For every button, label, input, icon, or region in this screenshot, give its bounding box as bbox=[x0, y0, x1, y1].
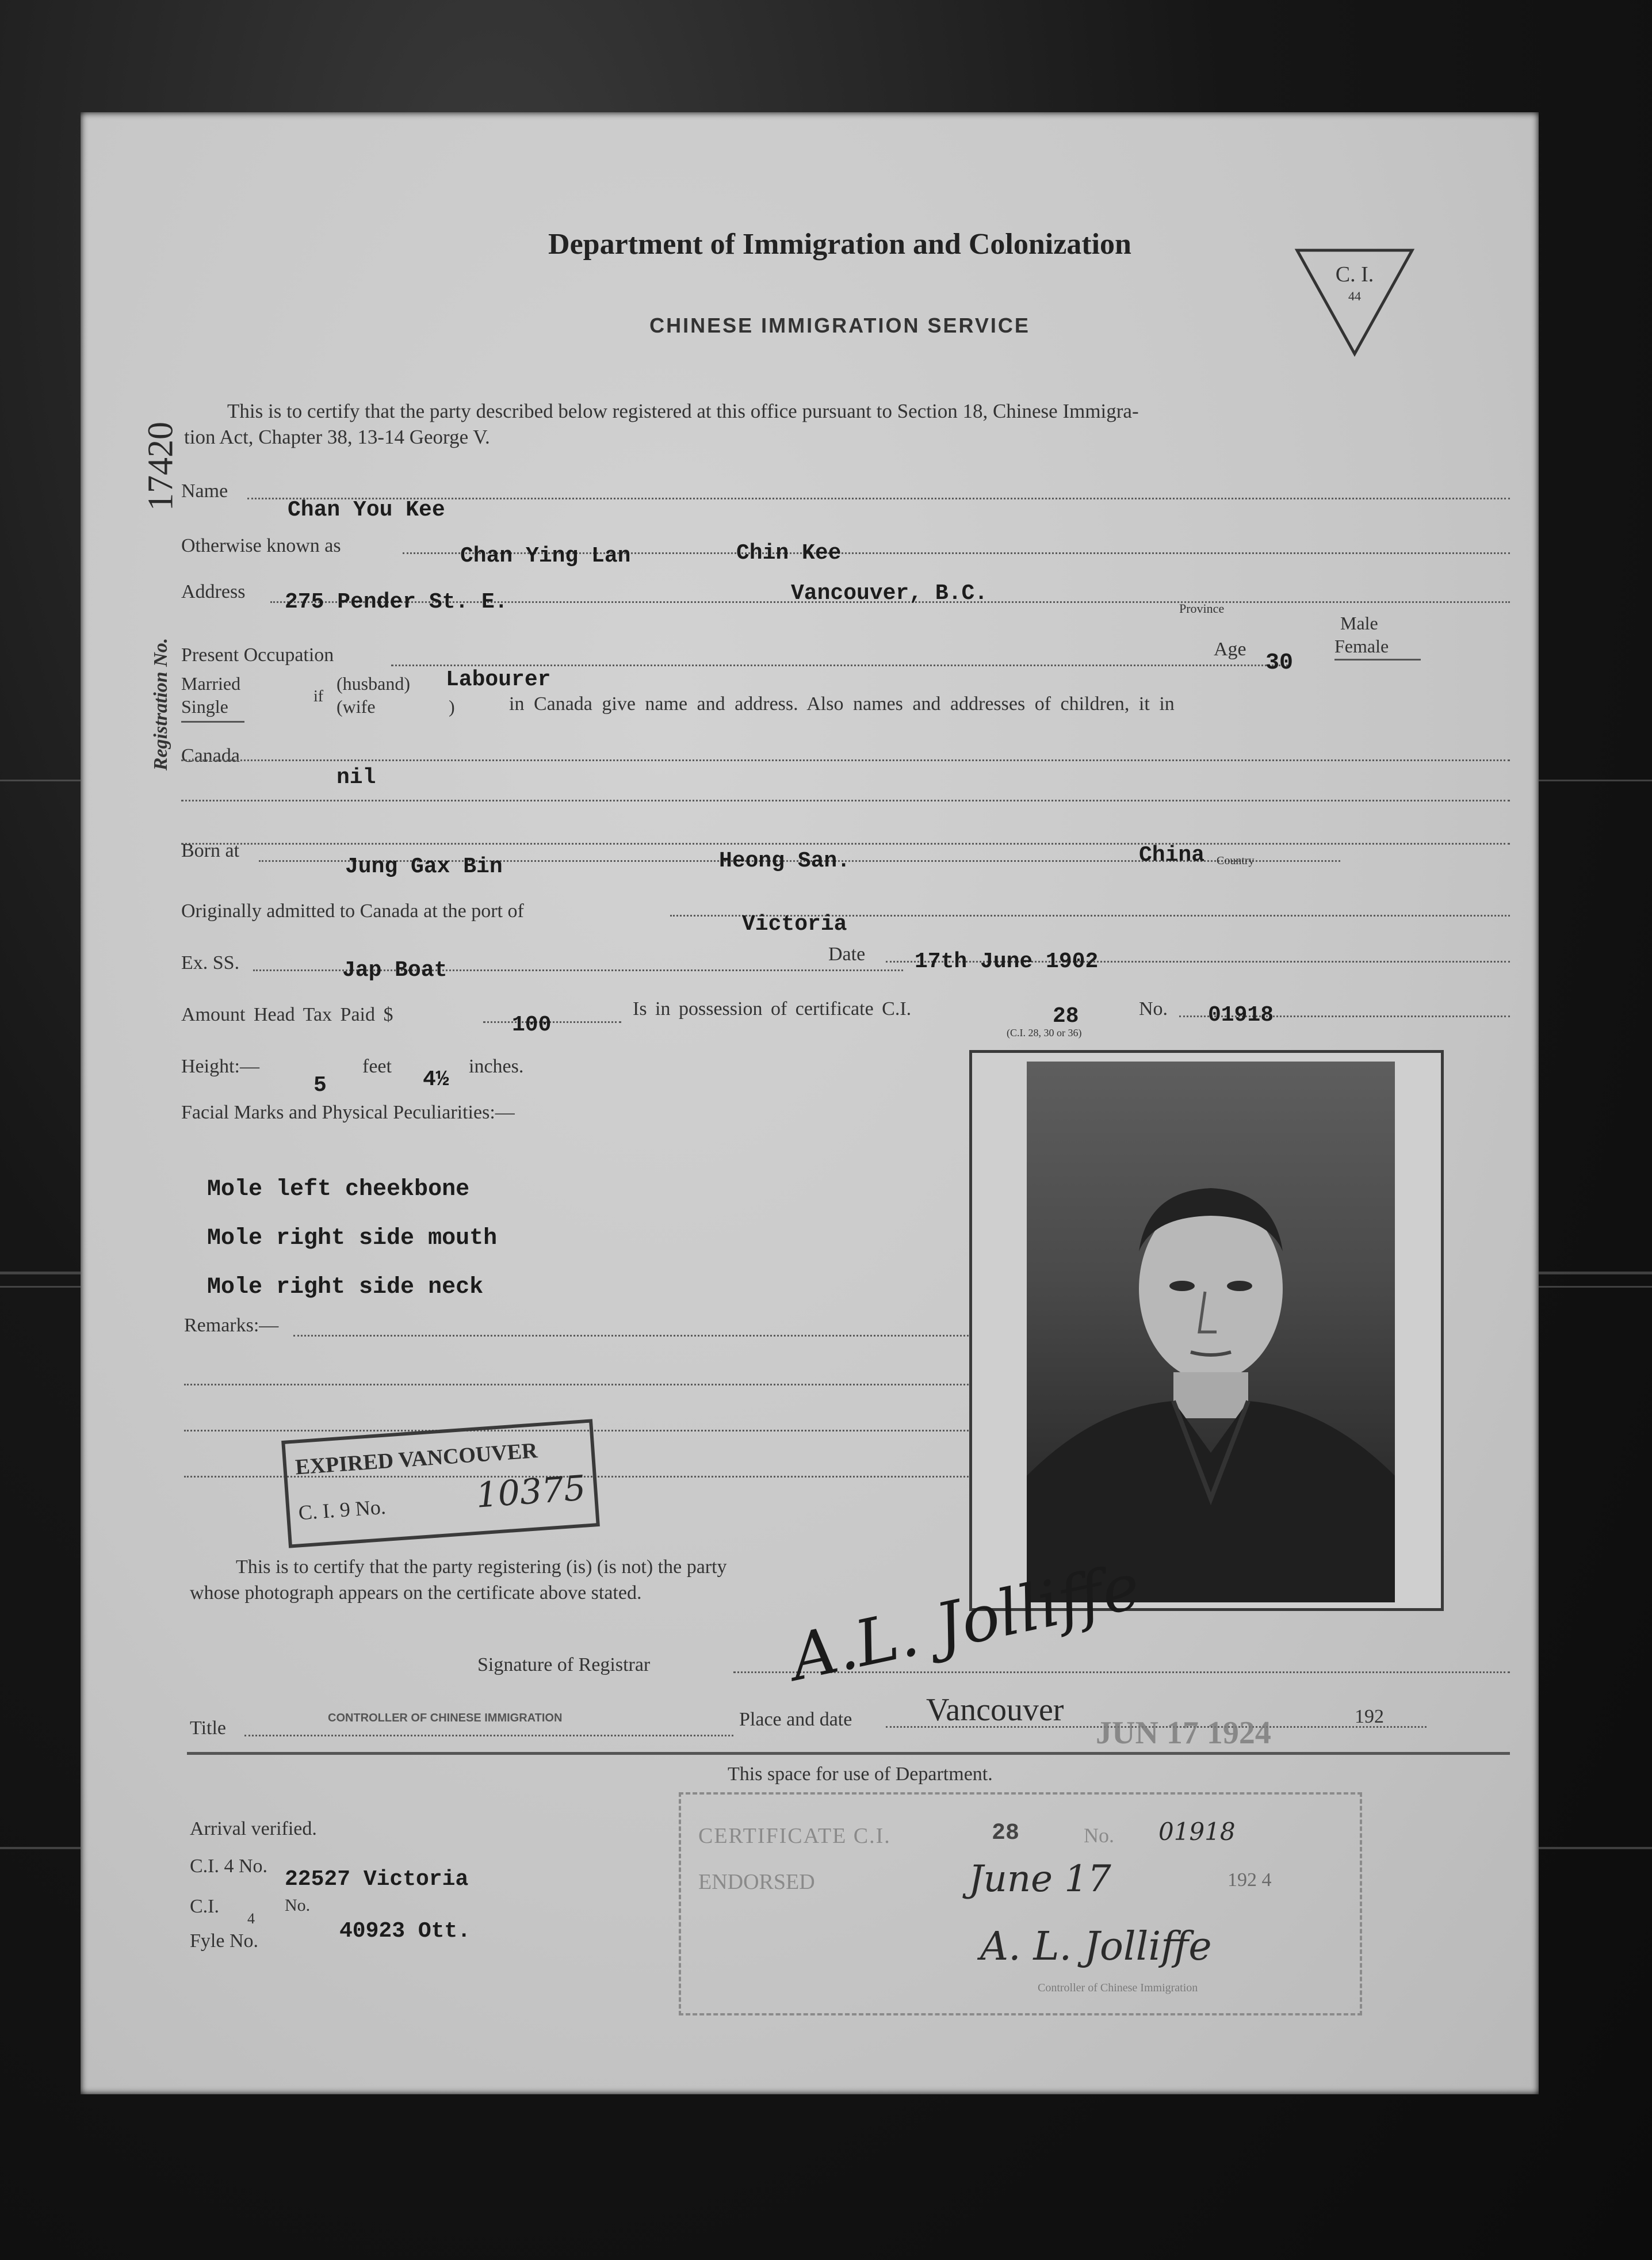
name-value: Chan You Kee bbox=[288, 498, 445, 522]
registrar-signature: A.L. Jolliffe bbox=[784, 1549, 1146, 1695]
born-label: Born at bbox=[181, 840, 240, 861]
aka-value-2: Chin Kee bbox=[736, 541, 842, 566]
cert-no-label: No. bbox=[1139, 998, 1168, 1020]
expired-stamp-prefix: C. I. 9 No. bbox=[297, 1495, 387, 1525]
form-code-badge bbox=[1294, 247, 1415, 357]
height-feet: 5 bbox=[313, 1073, 327, 1098]
aka-value-1: Chan Ying Lan bbox=[460, 544, 631, 568]
age-label: Age bbox=[1214, 639, 1246, 660]
divider-line bbox=[187, 1752, 1510, 1755]
ci-value: 40923 Ott. bbox=[339, 1919, 471, 1944]
marks-label: Facial Marks and Physical Peculiarities:— bbox=[181, 1102, 515, 1123]
year-suffix: 192 bbox=[1355, 1706, 1384, 1727]
remarks-line-1 bbox=[293, 1335, 972, 1337]
canada-value: nil bbox=[336, 765, 376, 790]
date-label: Date bbox=[828, 944, 866, 965]
port-label: Originally admitted to Canada at the port of bbox=[181, 900, 524, 922]
ci4-label: C.I. 4 No. bbox=[190, 1856, 268, 1877]
expired-stamp-title: EXPIRED VANCOUVER bbox=[294, 1438, 538, 1480]
fyle-label: Fyle No. bbox=[190, 1930, 258, 1952]
portrait-icon bbox=[1027, 1062, 1395, 1602]
certify-text-2: tion Act, Chapter 38, 13-14 George V. bbox=[184, 426, 490, 448]
dept-cert-ci: 28 bbox=[992, 1820, 1020, 1846]
ship-label: Ex. SS. bbox=[181, 952, 240, 974]
department-stamp-box bbox=[679, 1792, 1362, 2015]
tax-line bbox=[483, 1021, 621, 1023]
canada-line-1 bbox=[181, 759, 1510, 761]
aka-label: Otherwise known as bbox=[181, 535, 341, 556]
mark-1: Mole left cheekbone bbox=[207, 1177, 470, 1202]
province-label: Province bbox=[1179, 601, 1225, 616]
occupation-label: Present Occupation bbox=[181, 644, 334, 666]
form-number: 44 bbox=[1348, 289, 1361, 303]
title-value: CONTROLLER OF CHINESE IMMIGRATION bbox=[328, 1712, 563, 1724]
height-label: Height:— bbox=[181, 1056, 259, 1077]
portrait-photo bbox=[1027, 1062, 1395, 1602]
remarks-line-2 bbox=[184, 1384, 972, 1385]
cert-no-value: 01918 bbox=[1208, 1003, 1274, 1028]
occupation-line bbox=[391, 665, 1288, 666]
inches-label: inches. bbox=[469, 1056, 524, 1077]
address-label: Address bbox=[181, 581, 246, 602]
endorsed-label: ENDORSED bbox=[698, 1870, 815, 1894]
cert-ci: 28 bbox=[1053, 1004, 1079, 1029]
expired-stamp-number: 10375 bbox=[475, 1468, 587, 1516]
address-city: Vancouver, B.C. bbox=[791, 581, 988, 606]
born-country: China bbox=[1139, 843, 1205, 868]
address-street: 275 Pender St. E. bbox=[285, 590, 508, 614]
canada-line-3 bbox=[181, 843, 1510, 845]
endorsed-year: 192 4 bbox=[1227, 1869, 1272, 1891]
ci4-value: 22527 Victoria bbox=[285, 1867, 469, 1892]
wife-paren: ) bbox=[449, 696, 455, 717]
occupation-value: Labourer bbox=[446, 667, 551, 692]
wife-label: (wife bbox=[336, 696, 376, 717]
single-underline bbox=[181, 721, 244, 723]
registration-label: Registration No. bbox=[150, 637, 171, 771]
registration-number: 17420 bbox=[141, 422, 181, 511]
form-code: C. I. bbox=[1335, 262, 1374, 287]
port-value: Victoria bbox=[742, 912, 847, 937]
photo-frame bbox=[969, 1050, 1444, 1611]
dept-cert-label: CERTIFICATE C.I. bbox=[698, 1824, 891, 1848]
tax-label: Amount Head Tax Paid $ bbox=[181, 1004, 393, 1025]
date-stamp: JUN 17 1924 bbox=[1096, 1715, 1271, 1751]
dept-cert-no: 01918 bbox=[1158, 1818, 1236, 1846]
cert-label: Is in possession of certificate C.I. bbox=[633, 998, 912, 1020]
department-box-label: This space for use of Department. bbox=[728, 1763, 993, 1785]
female-label: Female bbox=[1334, 636, 1389, 656]
country-label: Country bbox=[1217, 854, 1255, 867]
ci-no-label: No. bbox=[285, 1896, 311, 1915]
born-village: Jung Gax Bin bbox=[345, 854, 503, 879]
canada-label: Canada bbox=[181, 745, 240, 766]
department-signature-title: Controller of Chinese Immigration bbox=[1038, 1982, 1198, 1994]
title-label: Title bbox=[190, 1717, 227, 1739]
canada-line-2 bbox=[181, 800, 1510, 801]
title-line bbox=[244, 1735, 733, 1736]
single-label: Single bbox=[181, 696, 228, 717]
husband-label: (husband) bbox=[336, 673, 410, 694]
mark-3: Mole right side neck bbox=[207, 1274, 484, 1300]
arrival-label: Arrival verified. bbox=[190, 1818, 317, 1839]
born-district: Heong San. bbox=[719, 849, 851, 873]
date-value: 17th June 1902 bbox=[915, 949, 1099, 974]
married-label: Married bbox=[181, 673, 241, 694]
department-heading: Department of Immigration and Colonization bbox=[548, 228, 1131, 261]
registration-certificate bbox=[81, 112, 1539, 2094]
department-signature: A. L. Jolliffe bbox=[980, 1924, 1212, 1969]
name-label: Name bbox=[181, 480, 228, 502]
photo-certify-2: whose photograph appears on the certificate above stated. bbox=[190, 1582, 642, 1604]
tax-value: 100 bbox=[512, 1013, 552, 1037]
place-value: Vancouver bbox=[926, 1692, 1064, 1728]
endorsed-date: June 17 bbox=[969, 1858, 1111, 1900]
service-heading: CHINESE IMMIGRATION SERVICE bbox=[649, 314, 1030, 337]
female-underline bbox=[1334, 659, 1421, 661]
place-label: Place and date bbox=[739, 1709, 852, 1730]
ci-sub: 4 bbox=[247, 1910, 255, 1927]
ci-label: C.I. bbox=[190, 1896, 219, 1917]
children-text: in Canada give name and address. Also names and addresses of children, it in bbox=[509, 693, 1175, 715]
age-value: 30 bbox=[1265, 650, 1294, 676]
height-inches: 4½ bbox=[423, 1067, 449, 1092]
remarks-label: Remarks:— bbox=[184, 1315, 279, 1336]
dept-cert-no-label: No. bbox=[1084, 1824, 1114, 1847]
cert-note: (C.I. 28, 30 or 36) bbox=[1007, 1027, 1082, 1039]
feet-label: feet bbox=[362, 1056, 392, 1077]
expired-stamp bbox=[281, 1419, 600, 1548]
photo-certify-1: This is to certify that the party registering (is) (is not) the party bbox=[236, 1556, 727, 1578]
certify-text: This is to certify that the party described below registered at this office pursuant to Section 18, Chinese Immigra- bbox=[227, 400, 1139, 422]
mark-2: Mole right side mouth bbox=[207, 1226, 498, 1251]
male-label: Male bbox=[1340, 613, 1378, 633]
registrar-signature-label: Signature of Registrar bbox=[477, 1654, 651, 1675]
if-label: if bbox=[313, 688, 324, 705]
ship-value: Jap Boat bbox=[342, 958, 448, 983]
